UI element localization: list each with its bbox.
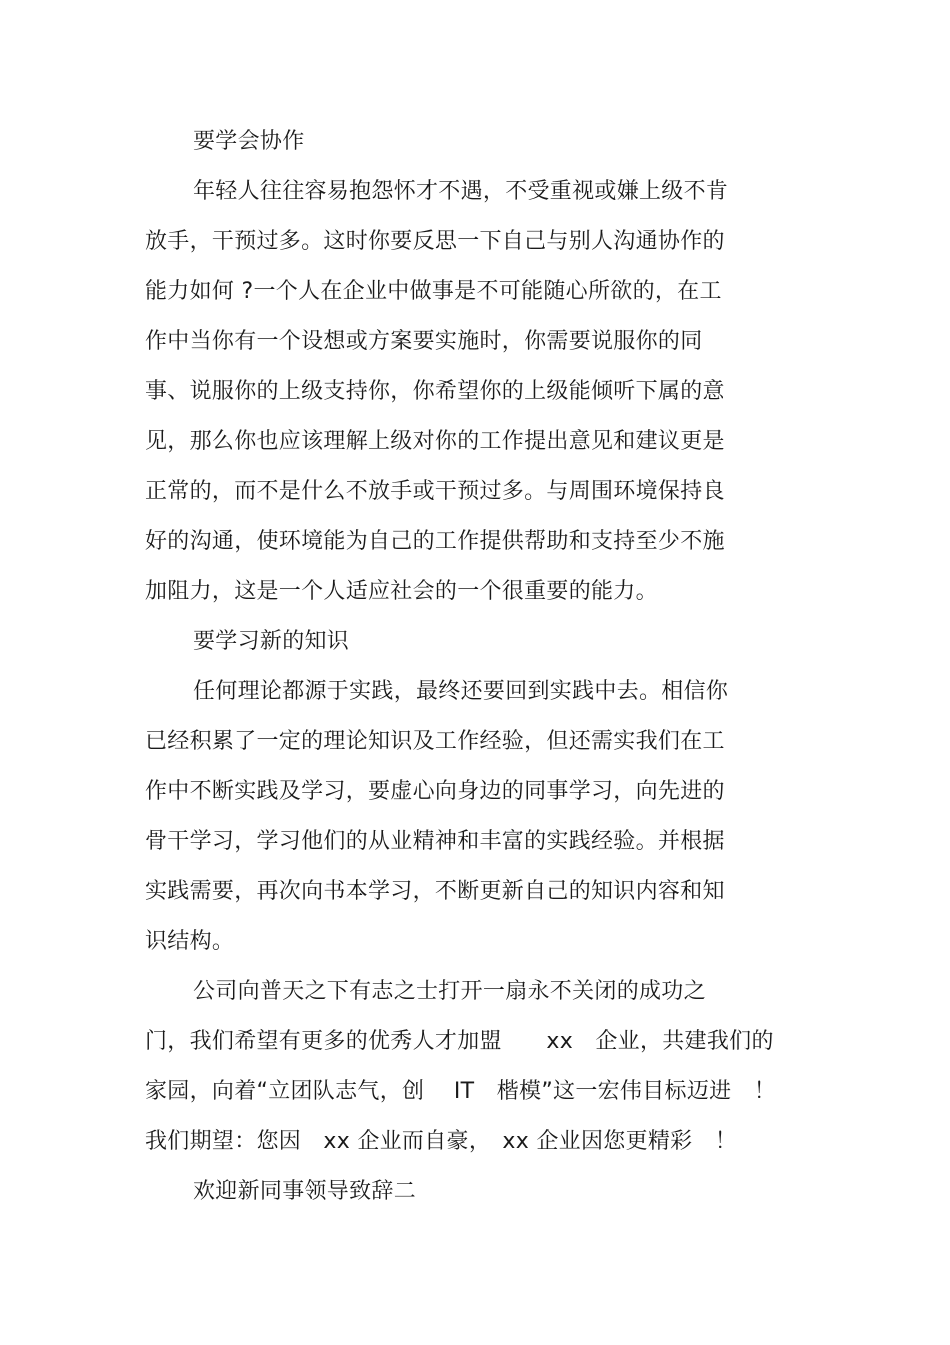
section-heading-learning: 要学习新的知识 — [193, 629, 350, 654]
paragraph-line: 我们期望：您因 xx 企业而自豪， xx 企业因您更精彩 ！ — [145, 1129, 738, 1154]
paragraph-line: 任何理论都源于实践，最终还要回到实践中去。相信你 — [193, 679, 729, 704]
paragraph-line: 正常的，而不是什么不放手或干预过多。与周围环境保持良 — [145, 479, 725, 504]
paragraph-line: 识结构。 — [145, 929, 235, 954]
paragraph-line: 骨干学习，学习他们的从业精神和丰富的实践经验。并根据 — [145, 829, 725, 854]
next-section-title: 欢迎新同事领导致辞二 — [193, 1179, 417, 1204]
paragraph-line: 门，我们希望有更多的优秀人才加盟 xx 企业，共建我们的 — [145, 1029, 774, 1054]
paragraph-line: 放手，干预过多。这时你要反思一下自己与别人沟通协作的 — [145, 229, 725, 254]
paragraph-line: 家园，向着“立团队志气，创 IT 楷模”这一宏伟目标迈进 ！ — [145, 1079, 777, 1104]
paragraph-line: 已经积累了一定的理论知识及工作经验，但还需实我们在工 — [145, 729, 725, 754]
paragraph-line: 见，那么你也应该理解上级对你的工作提出意见和建议更是 — [145, 429, 725, 454]
paragraph-line: 公司向普天之下有志之士打开一扇永不关闭的成功之 — [193, 979, 706, 1004]
paragraph-line: 实践需要，再次向书本学习，不断更新自己的知识内容和知 — [145, 879, 725, 904]
paragraph-line: 加阻力，这是一个人适应社会的一个很重要的能力。 — [145, 579, 658, 604]
paragraph-line: 年轻人往往容易抱怨怀才不遇，不受重视或嫌上级不肯 — [193, 179, 729, 204]
paragraph-line: 好的沟通，使环境能为自己的工作提供帮助和支持至少不施 — [145, 529, 725, 554]
paragraph-line: 作中不断实践及学习，要虚心向身边的同事学习，向先进的 — [145, 779, 725, 804]
paragraph-line: 事、说服你的上级支持你，你希望你的上级能倾听下属的意 — [145, 379, 725, 404]
paragraph-line: 能力如何 ?一个人在企业中做事是不可能随心所欲的，在工 — [145, 279, 722, 304]
paragraph-line: 作中当你有一个设想或方案要实施时，你需要说服你的同 — [145, 329, 703, 354]
section-heading-collaboration: 要学会协作 — [193, 129, 305, 154]
